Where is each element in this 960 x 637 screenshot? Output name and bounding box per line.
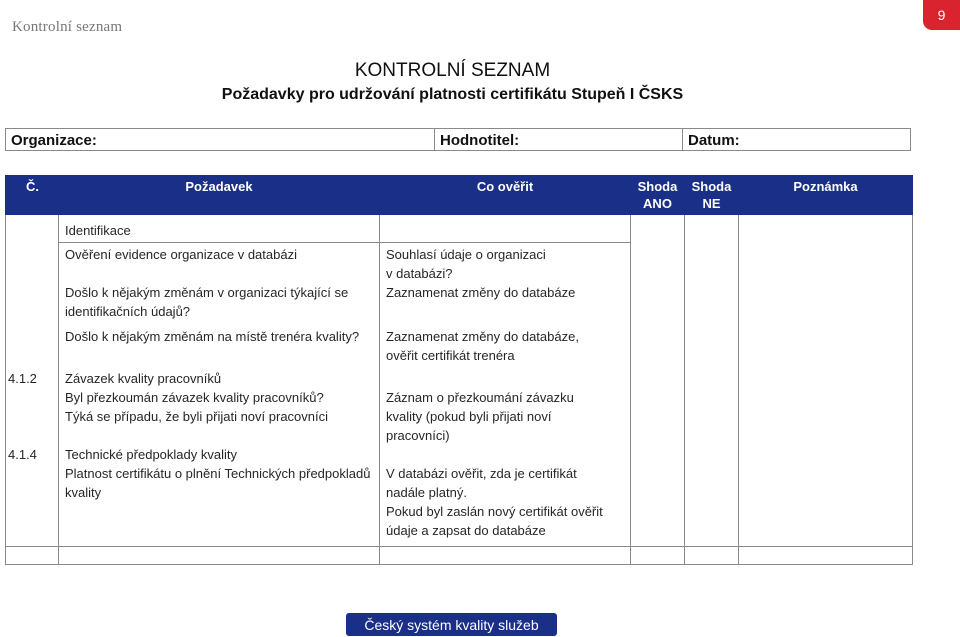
page-title: KONTROLNÍ SEZNAM [354, 60, 551, 81]
row-num: 4.1.2 [6, 369, 59, 388]
row-match-yes[interactable] [631, 369, 685, 388]
table-row [6, 215, 913, 243]
table-row [6, 464, 913, 546]
row-requirement: Identifikace [59, 215, 380, 243]
table-header-row [6, 176, 913, 215]
page-number-badge: 9 [923, 0, 960, 30]
row-match-yes[interactable] [631, 388, 685, 445]
row-num [6, 215, 59, 243]
row-note[interactable] [739, 369, 913, 388]
row-requirement: Technické předpoklady kvality [59, 445, 380, 464]
date-field[interactable]: Datum: [688, 132, 740, 149]
row-match-yes[interactable] [631, 243, 685, 284]
row-match-yes[interactable] [631, 464, 685, 546]
row-num: 4.1.4 [6, 445, 59, 464]
row-match-no[interactable] [685, 464, 739, 546]
footer-brand-band: Český systém kvality služeb [346, 613, 557, 636]
checklist-table [5, 175, 913, 565]
row-note[interactable] [739, 546, 913, 564]
header-note: Poznámka [739, 176, 913, 215]
row-match-yes[interactable] [631, 445, 685, 464]
header-match-yes: Shoda ANO [631, 176, 685, 215]
header-verify: Co ověřit [380, 176, 631, 215]
row-num [6, 464, 59, 546]
table-row [6, 283, 913, 327]
organization-field[interactable]: Organizace: [6, 129, 435, 150]
row-match-no[interactable] [685, 283, 739, 327]
info-row [5, 128, 911, 151]
top-bar [0, 0, 960, 42]
row-verify: Souhlasí údaje o organizaci v databázi? [380, 243, 631, 284]
row-requirement: Platnost certifikátu o plnění Technických předpokladů kvality [59, 464, 380, 546]
row-match-no[interactable] [685, 243, 739, 284]
row-note[interactable] [739, 464, 913, 546]
row-requirement: Došlo k nějakým změnám na místě trenéra kvality? [59, 327, 380, 369]
row-verify: Záznam o přezkoumání závazku kvality (pokud byli přijati noví pracovníci) [380, 388, 631, 445]
row-match-no[interactable] [685, 327, 739, 369]
table-row [6, 327, 913, 369]
evaluator-field[interactable]: Hodnotitel: [435, 129, 683, 150]
row-match-yes[interactable] [631, 546, 685, 564]
row-note[interactable] [739, 283, 913, 327]
row-match-yes[interactable] [631, 327, 685, 369]
table-row [6, 388, 913, 445]
row-match-no[interactable] [685, 215, 739, 243]
header-num: Č. [6, 176, 59, 215]
row-match-yes[interactable] [631, 215, 685, 243]
row-num [6, 546, 59, 564]
page-subtitle: Požadavky pro udržování platnosti certifikátu Stupeň I ČSKS [221, 86, 684, 103]
row-match-no[interactable] [685, 369, 739, 388]
row-requirement: Závazek kvality pracovníků [59, 369, 380, 388]
row-note[interactable] [739, 327, 913, 369]
row-verify [380, 445, 631, 464]
row-match-no[interactable] [685, 388, 739, 445]
row-requirement: Ověření evidence organizace v databázi [59, 243, 380, 284]
row-match-no[interactable] [685, 546, 739, 564]
row-verify [380, 215, 631, 243]
table-row [6, 546, 913, 564]
table-row [6, 243, 913, 284]
row-verify: Zaznamenat změny do databáze [380, 283, 631, 327]
row-num [6, 243, 59, 284]
row-verify [380, 369, 631, 388]
row-num [6, 283, 59, 327]
row-verify: V databázi ověřit, zda je certifikát nadále platný. Pokud byl zaslán nový certifikát ověřit údaje a zapsat do databáze [380, 464, 631, 546]
row-note[interactable] [739, 388, 913, 445]
row-note[interactable] [739, 445, 913, 464]
row-match-no[interactable] [685, 445, 739, 464]
header-match-no: Shoda NE [685, 176, 739, 215]
row-verify: Zaznamenat změny do databáze, ověřit certifikát trenéra [380, 327, 631, 369]
row-match-yes[interactable] [631, 283, 685, 327]
row-verify [380, 546, 631, 564]
row-requirement: Došlo k nějakým změnám v organizaci týkající se identifikačních údajů? [59, 283, 380, 327]
header-requirement: Požadavek [59, 176, 380, 215]
row-requirement [59, 546, 380, 564]
row-num [6, 327, 59, 369]
document-name: Kontrolní seznam [12, 19, 123, 35]
row-note[interactable] [739, 243, 913, 284]
row-requirement: Byl přezkoumán závazek kvality pracovníků? Týká se případu, že byli přijati noví pracovníci [59, 388, 380, 445]
row-note[interactable] [739, 215, 913, 243]
row-num [6, 388, 59, 445]
table-row [6, 369, 913, 388]
table-row [6, 445, 913, 464]
